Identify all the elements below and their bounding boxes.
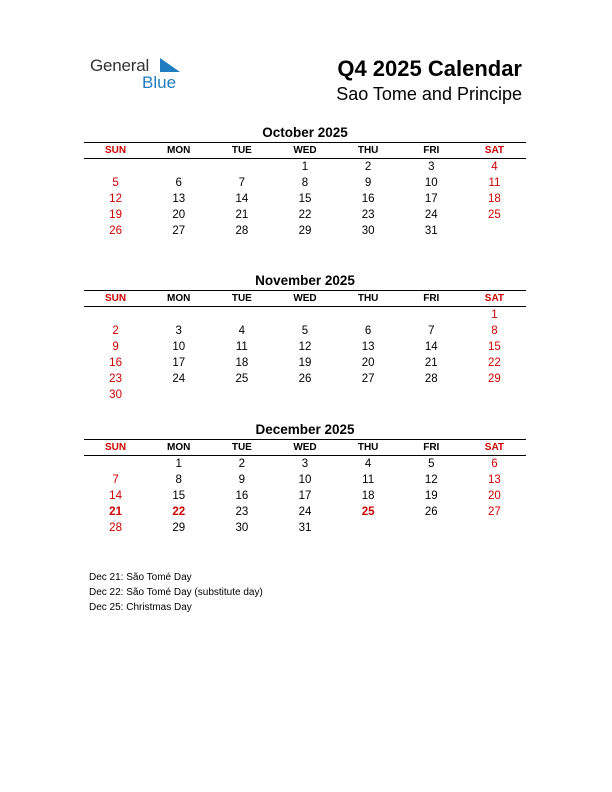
day-cell: 19 <box>424 490 438 502</box>
day-cell: 20 <box>488 490 501 502</box>
week-row <box>84 339 526 355</box>
day-cell: 17 <box>424 193 438 205</box>
holiday-note: Dec 22: São Tomé Day (substitute day) <box>89 587 263 598</box>
day-cell: 8 <box>175 474 182 486</box>
month-october <box>84 124 526 239</box>
day-cell: 9 <box>238 474 246 486</box>
day-cell: 7 <box>238 177 246 189</box>
day-cell: 17 <box>298 490 312 502</box>
weekday-header <box>84 290 526 307</box>
day-cell: 13 <box>172 193 186 205</box>
day-cell: 14 <box>109 490 122 502</box>
day-cell: 1 <box>491 309 498 321</box>
day-cell: 30 <box>235 522 249 534</box>
weekday-header <box>84 142 526 159</box>
day-cell: 24 <box>172 373 186 385</box>
day-cell: 7 <box>428 325 435 337</box>
day-cell: 1 <box>175 458 182 470</box>
logo-flag-icon <box>160 58 180 72</box>
day-cell: 13 <box>361 341 375 353</box>
week-row <box>84 307 526 323</box>
day-cell: 11 <box>362 474 375 486</box>
week-row <box>84 456 526 472</box>
day-cell: 20 <box>361 357 375 369</box>
day-cell: 8 <box>491 325 498 337</box>
holiday-notes <box>89 570 263 615</box>
weekday-sun: SUN <box>105 293 127 304</box>
day-cell: 15 <box>298 193 312 205</box>
month-title: November 2025 <box>255 273 355 288</box>
week-row <box>84 488 526 504</box>
weekday-wed: WED <box>293 293 317 304</box>
day-cell: 3 <box>301 458 309 470</box>
weekday-sat: SAT <box>484 442 505 453</box>
day-cell: 29 <box>172 522 186 534</box>
day-cell: 6 <box>491 458 498 470</box>
day-cell: 19 <box>109 209 122 221</box>
weekday-sat: SAT <box>484 293 505 304</box>
day-cell: 22 <box>172 506 186 518</box>
day-cell: 3 <box>428 161 435 173</box>
holiday-note: Dec 21: São Tomé Day <box>89 572 192 583</box>
day-cell: 12 <box>109 193 122 205</box>
day-cell: 21 <box>424 357 438 369</box>
day-cell: 3 <box>175 325 182 337</box>
weekday-sun: SUN <box>105 442 127 453</box>
day-cell: 16 <box>235 490 249 502</box>
page-title: Q4 2025 Calendar <box>337 56 522 81</box>
day-cell: 27 <box>488 506 501 518</box>
day-cell: 26 <box>109 225 122 237</box>
day-cell: 11 <box>235 341 248 353</box>
day-cell: 28 <box>424 373 438 385</box>
day-cell: 31 <box>298 522 312 534</box>
day-cell: 4 <box>238 325 246 337</box>
day-cell: 10 <box>424 177 438 189</box>
weekday-sun: SUN <box>105 145 127 156</box>
day-cell: 16 <box>109 357 122 369</box>
weekday-thu: THU <box>357 145 379 156</box>
week-row <box>84 175 526 191</box>
day-cell: 14 <box>235 193 249 205</box>
day-cell: 18 <box>235 357 249 369</box>
day-cell: 26 <box>298 373 312 385</box>
weekday-fri: FRI <box>423 145 440 156</box>
day-cell: 22 <box>488 357 501 369</box>
weekday-mon: MON <box>167 145 191 156</box>
week-row <box>84 191 526 207</box>
day-cell: 30 <box>109 389 122 401</box>
month-title: December 2025 <box>255 422 355 437</box>
day-cell: 19 <box>298 357 312 369</box>
day-cell: 4 <box>364 458 372 470</box>
generalblue-logo <box>90 56 190 96</box>
day-cell: 26 <box>424 506 438 518</box>
day-cell: 24 <box>298 506 312 518</box>
month-title: October 2025 <box>262 125 348 140</box>
day-cell: 21 <box>109 506 122 518</box>
day-cell: 5 <box>112 177 119 189</box>
day-cell: 23 <box>361 209 375 221</box>
weekday-mon: MON <box>167 442 191 453</box>
weekday-tue: TUE <box>231 442 252 453</box>
day-cell: 4 <box>491 161 498 173</box>
country-subtitle: Sao Tome and Principe <box>336 84 522 104</box>
week-row <box>84 355 526 371</box>
day-cell: 13 <box>488 474 501 486</box>
month-december <box>84 421 526 536</box>
day-cell: 31 <box>424 225 438 237</box>
day-cell: 15 <box>172 490 186 502</box>
day-cell: 29 <box>488 373 501 385</box>
day-cell: 5 <box>301 325 309 337</box>
day-cell: 12 <box>424 474 438 486</box>
week-row <box>84 223 526 239</box>
weekday-tue: TUE <box>231 293 252 304</box>
day-cell: 10 <box>298 474 312 486</box>
weekday-sat: SAT <box>484 145 505 156</box>
day-cell: 22 <box>298 209 312 221</box>
day-cell: 18 <box>488 193 501 205</box>
weekday-thu: THU <box>357 442 379 453</box>
day-cell: 11 <box>488 177 501 189</box>
day-cell: 30 <box>361 225 375 237</box>
month-grid <box>84 307 526 403</box>
day-cell: 2 <box>364 161 372 173</box>
day-cell: 16 <box>361 193 375 205</box>
day-cell: 5 <box>428 458 435 470</box>
day-cell: 18 <box>361 490 375 502</box>
day-cell: 17 <box>172 357 186 369</box>
weekday-mon: MON <box>167 293 191 304</box>
day-cell: 12 <box>298 341 312 353</box>
day-cell: 27 <box>361 373 375 385</box>
day-cell: 27 <box>172 225 186 237</box>
day-cell: 8 <box>301 177 309 189</box>
day-cell: 21 <box>235 209 249 221</box>
day-cell: 29 <box>298 225 312 237</box>
week-row <box>84 520 526 536</box>
week-row <box>84 504 526 520</box>
day-cell: 28 <box>235 225 249 237</box>
day-cell: 28 <box>109 522 122 534</box>
day-cell: 7 <box>112 474 119 486</box>
day-cell: 25 <box>488 209 501 221</box>
logo-general-text: General <box>90 56 150 75</box>
weekday-tue: TUE <box>231 145 252 156</box>
day-cell: 2 <box>238 458 246 470</box>
day-cell: 23 <box>235 506 249 518</box>
logo-blue-text: Blue <box>142 73 177 92</box>
day-cell: 2 <box>112 325 119 337</box>
week-row <box>84 159 526 175</box>
day-cell: 10 <box>172 341 186 353</box>
weekday-wed: WED <box>293 442 317 453</box>
holiday-note: Dec 25: Christmas Day <box>89 602 192 613</box>
day-cell: 23 <box>109 373 122 385</box>
weekday-fri: FRI <box>423 293 440 304</box>
week-row <box>84 371 526 387</box>
weekday-header <box>84 439 526 456</box>
week-row <box>84 207 526 223</box>
weekday-wed: WED <box>293 145 317 156</box>
week-row <box>84 323 526 339</box>
day-cell: 20 <box>172 209 186 221</box>
day-cell: 1 <box>301 161 309 173</box>
month-grid <box>84 456 526 536</box>
day-cell: 6 <box>175 177 182 189</box>
weekday-fri: FRI <box>423 442 440 453</box>
day-cell: 25 <box>361 506 375 518</box>
day-cell: 15 <box>488 341 501 353</box>
week-row <box>84 387 526 403</box>
day-cell: 6 <box>364 325 372 337</box>
week-row <box>84 472 526 488</box>
day-cell: 25 <box>235 373 249 385</box>
month-grid <box>84 159 526 239</box>
day-cell: 24 <box>424 209 438 221</box>
day-cell: 14 <box>424 341 438 353</box>
day-cell: 9 <box>364 177 372 189</box>
month-november <box>84 272 526 403</box>
day-cell: 9 <box>112 341 119 353</box>
weekday-thu: THU <box>357 293 379 304</box>
